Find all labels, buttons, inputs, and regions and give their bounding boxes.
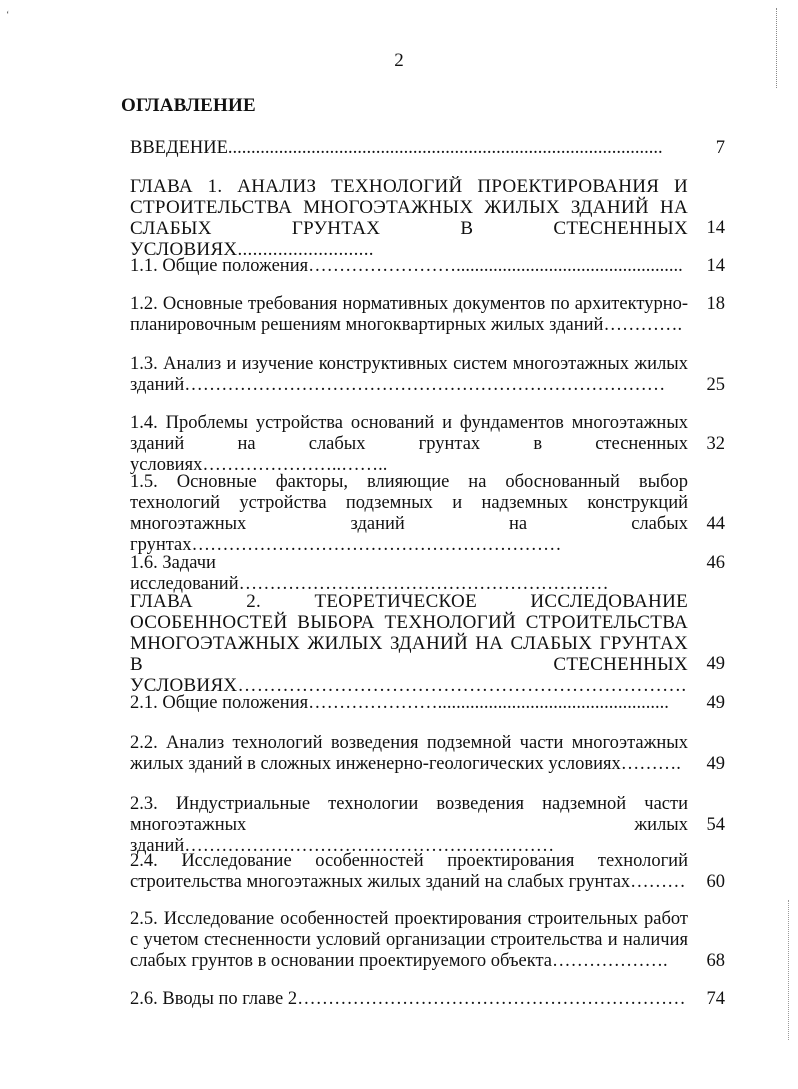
toc-entry-page: 68 (706, 951, 725, 971)
toc-entry-chapter-2[interactable] (130, 591, 725, 696)
toc-entry-1-6[interactable] (130, 553, 725, 595)
toc-entry-page: 25 (706, 375, 725, 395)
toc-entry-2-6[interactable] (130, 989, 725, 1010)
toc-entry-page: 14 (706, 218, 725, 238)
toc-entry-title: 1.5. Основные факторы, влияющие на обоснованный выбор технологий устройства подземных и надземных конструкций многоэтажных зданий на слабых грунтах…………………………………………………… (130, 472, 688, 555)
scan-artifact: ʻ (6, 10, 10, 21)
scan-artifact (776, 8, 781, 88)
toc-heading: ОГЛАВЛЕНИЕ (121, 95, 256, 116)
toc-entry-introduction[interactable] (130, 138, 725, 159)
toc-entry-2-3[interactable] (130, 794, 725, 857)
toc-entry-1-5[interactable] (130, 472, 725, 556)
toc-entry-title: 2.5. Исследование особенностей проектирования строительных работ с учетом стесненности условий организации строительства и наличия слабых грунтов в основании проектируемого объекта………………. (130, 909, 688, 971)
toc-entry-title: 2.3. Индустриальные технологии возведения надземной части многоэтажных жилых зданий…………………………………………………… (130, 794, 688, 856)
toc-entry-page: 49 (706, 693, 725, 713)
toc-entry-page: 18 (706, 294, 725, 314)
toc-entry-page: 44 (706, 514, 725, 534)
toc-entry-title: 1.3. Анализ и изучение конструктивных систем многоэтажных жилых зданий…………………………………………………………………… (130, 354, 688, 395)
toc-entry-page: 49 (706, 654, 725, 674)
toc-entry-title: ВВЕДЕНИЕ.............................................................................................. (130, 138, 663, 158)
page-number: 2 (394, 50, 404, 71)
toc-entry-page: 14 (706, 256, 725, 276)
toc-entry-1-4[interactable] (130, 413, 725, 476)
toc-entry-title: 1.2. Основные требования нормативных документов по архитектурно-планировочным решениям многоквартирных жилых зданий…………. (130, 294, 688, 335)
toc-entry-title: 2.4. Исследование особенностей проектирования технологий строительства многоэтажных жилых зданий на слабых грунтах……… (130, 851, 688, 892)
toc-entry-1-1[interactable] (130, 256, 725, 277)
scan-artifact (788, 900, 792, 1040)
toc-entry-2-4[interactable] (130, 851, 725, 893)
toc-entry-page: 32 (706, 434, 725, 454)
toc-entry-title: 2.1. Общие положения………………….................................................. (130, 693, 669, 713)
toc-entry-1-2[interactable] (130, 294, 725, 336)
toc-entry-title: 2.6. Вводы по главе 2……………………………………………………… (130, 989, 686, 1009)
toc-entry-title: 2.2. Анализ технологий возведения подземной части многоэтажных жилых зданий в сложных инженерно-геологических условиях………. (130, 733, 688, 774)
toc-entry-chapter-1[interactable] (130, 176, 725, 260)
toc-entry-title: ГЛАВА 2. ТЕОРЕТИЧЕСКОЕ ИССЛЕДОВАНИЕ ОСОБЕННОСТЕЙ ВЫБОРА ТЕХНОЛОГИЙ СТРОИТЕЛЬСТВА МНОГОЭТАЖНЫХ ЖИЛЫХ ЗДАНИЙ НА СЛАБЫХ ГРУНТАХ В СТЕСНЕННЫХ УСЛОВИЯХ……………………………………………………………. (130, 591, 688, 696)
toc-entry-title: 1.1. Общие положения……………………................................................. (130, 256, 683, 276)
toc-entry-page: 46 (706, 553, 725, 573)
toc-entry-title: 1.6. Задачи исследований…………………………………………………… (130, 553, 609, 594)
toc-entry-1-3[interactable] (130, 354, 725, 396)
toc-entry-title: ГЛАВА 1. АНАЛИЗ ТЕХНОЛОГИЙ ПРОЕКТИРОВАНИЯ И СТРОИТЕЛЬСТВА МНОГОЭТАЖНЫХ ЖИЛЫХ ЗДАНИЙ НА СЛАБЫХ ГРУНТАХ В СТЕСНЕННЫХ УСЛОВИЯХ........................... (130, 176, 688, 260)
toc-entry-page: 49 (706, 754, 725, 774)
toc-entry-page: 60 (706, 872, 725, 892)
toc-entry-title: 1.4. Проблемы устройства оснований и фундаментов многоэтажных зданий на слабых грунтах в стесненных условиях…………………..…….. (130, 413, 688, 475)
toc-entry-page: 74 (706, 989, 725, 1009)
toc-entry-2-1[interactable] (130, 693, 725, 714)
toc-entry-page: 54 (706, 815, 725, 835)
toc-entry-2-5[interactable] (130, 909, 725, 972)
toc-entry-2-2[interactable] (130, 733, 725, 775)
toc-entry-page: 7 (715, 138, 725, 158)
